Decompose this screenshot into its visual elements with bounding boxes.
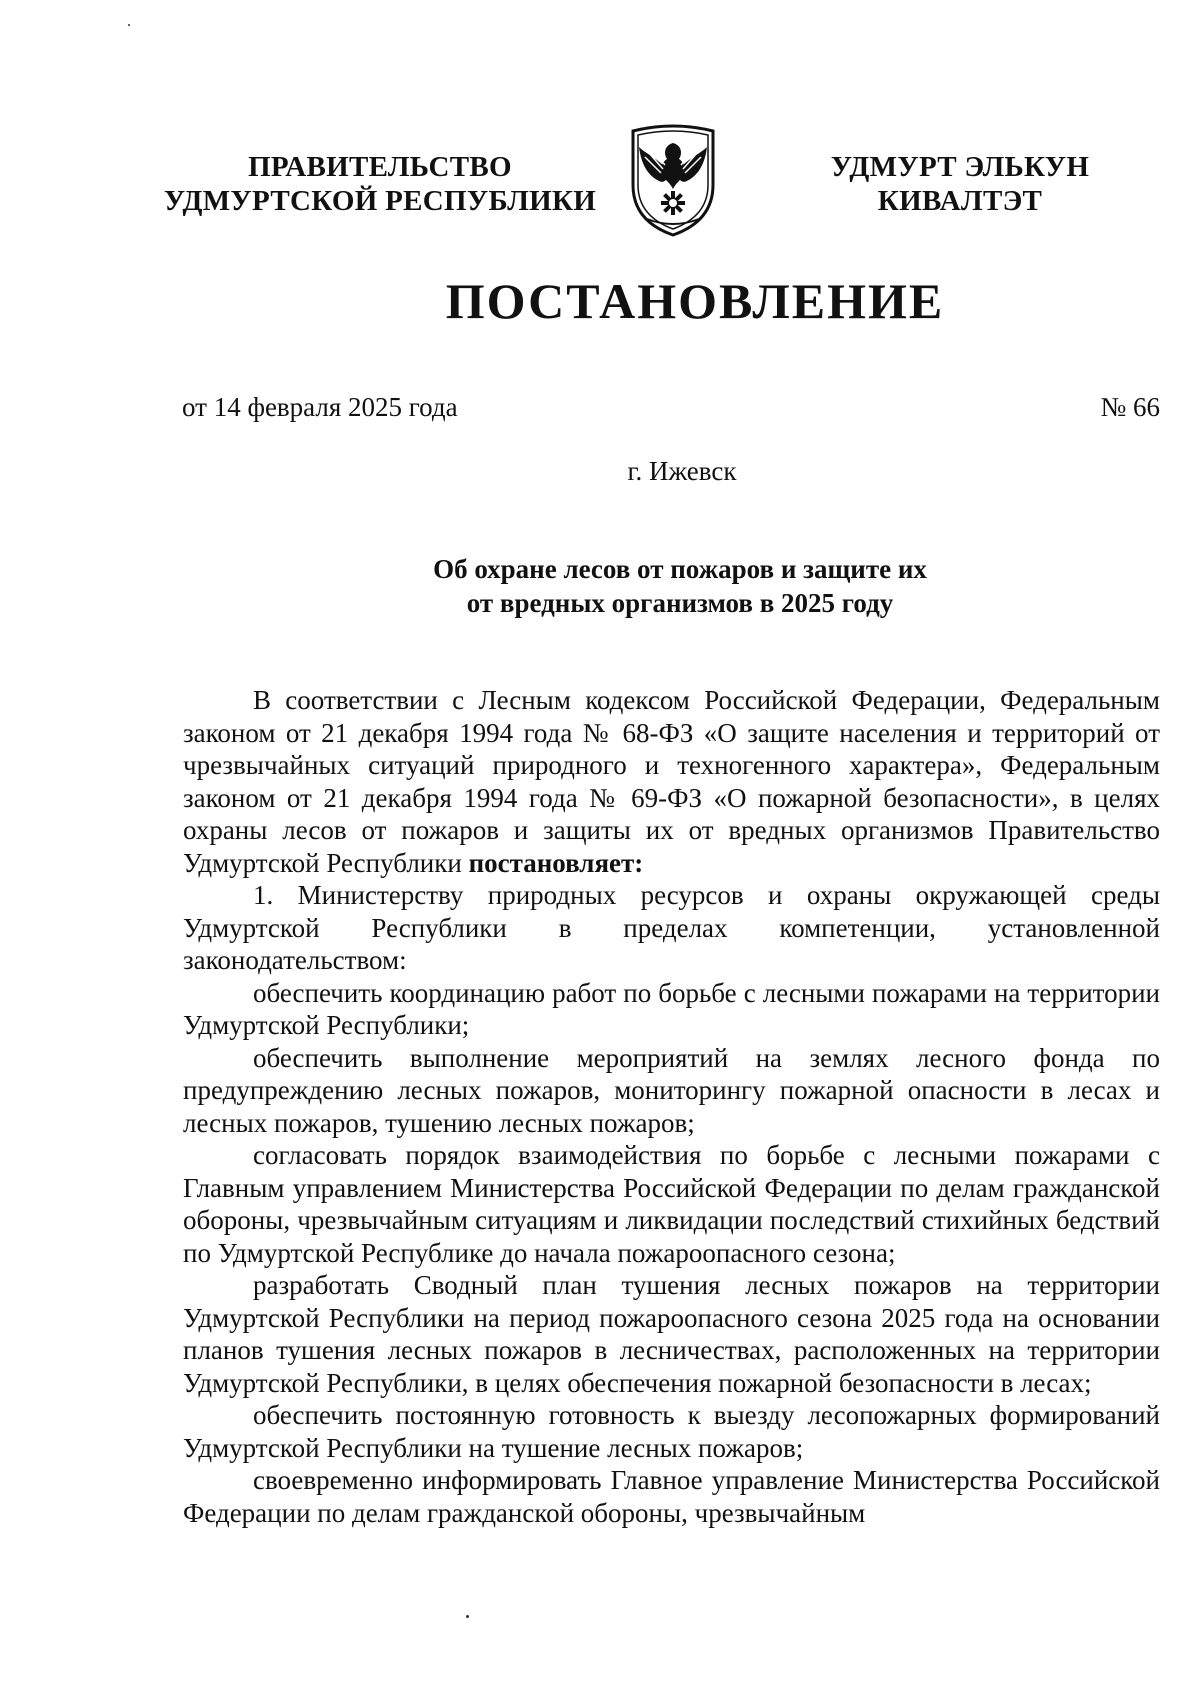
- preamble-text: В соответствии с Лесным кодексом Российской Федерации, Федеральным законом от 21 декабря 1994 года № 68-ФЗ «О защите населения и территорий от чрезвычайных ситуаций природного и техногенного характера», Федеральным законом от 21 декабря 1994 года № 69-ФЗ «О пожарной безопасности», в целях охраны лесов от пожаров и защиты их от вредных организмов Правительство Удмуртской Республики: [183, 685, 1160, 878]
- body-paragraph: согласовать порядок взаимодействия по борьбе с лесными пожарами с Главным управлением Министерства Российской Федерации по делам гражданской обороны, чрезвычайным ситуациям и ликвидации последствий стихийных бедствий по Удмуртской Республике до начала пожароопасного сезона;: [183, 1140, 1160, 1268]
- document-date: от 14 февраля 2025 года: [182, 392, 458, 422]
- document-title-line2: от вредных организмов в 2025 году: [466, 588, 894, 618]
- document-city: г. Ижевск: [627, 456, 737, 486]
- issuing-authority-udmurt-line1: УДМУРТ ЭЛЬКУН: [830, 151, 1090, 183]
- body-paragraph: разработать Сводный план тушения лесных пожаров на территории Удмуртской Республики на период пожароопасного сезона 2025 года на основании планов тушения лесных пожаров в лесничествах, расположенных на территории Удмуртской Республики, в целях обеспечения пожарной безопасности в лесах;: [183, 1270, 1160, 1398]
- body-paragraph: обеспечить постоянную готовность к выезду лесопожарных формирований Удмуртской Республики на тушение лесных пожаров;: [183, 1400, 1160, 1463]
- document-number: № 66: [1100, 392, 1160, 422]
- issuing-authority-russian-line2: УДМУРТСКОЙ РЕСПУБЛИКИ: [163, 185, 597, 217]
- issuing-authority-russian: [160, 150, 600, 218]
- issuing-authority-russian-line1: ПРАВИТЕЛЬСТВО: [248, 151, 512, 183]
- document-title-line1: Об охране лесов от пожаров и защите их: [433, 554, 927, 584]
- resolves-word: постановляет:: [468, 847, 644, 878]
- document-type-heading: ПОСТАНОВЛЕНИЕ: [445, 273, 945, 329]
- coat-of-arms-udmurtia-icon: [625, 123, 721, 239]
- issuing-authority-udmurt-line2: КИВАЛТЭТ: [877, 185, 1043, 217]
- preamble-paragraph: [183, 684, 1160, 879]
- scan-speck: [466, 1615, 469, 1618]
- body-paragraph: обеспечить выполнение мероприятий на землях лесного фонда по предупреждению лесных пожаров, мониторингу пожарной опасности в лесах и лесных пожаров, тушению лесных пожаров;: [183, 1042, 1160, 1138]
- body-paragraph: обеспечить координацию работ по борьбе с лесными пожарами на территории Удмуртской Республики;: [183, 977, 1160, 1040]
- body-paragraph: своевременно информировать Главное управление Министерства Российской Федерации по делам гражданской обороны, чрезвычайным: [183, 1465, 1160, 1528]
- document-title: [350, 552, 1010, 620]
- document-body: [183, 684, 1160, 1529]
- scan-speck: [128, 24, 130, 26]
- issuing-authority-udmurt: [800, 150, 1120, 218]
- body-paragraph: 1. Министерству природных ресурсов и охраны окружающей среды Удмуртской Республики в пределах компетенции, установленной законодательством:: [183, 880, 1160, 975]
